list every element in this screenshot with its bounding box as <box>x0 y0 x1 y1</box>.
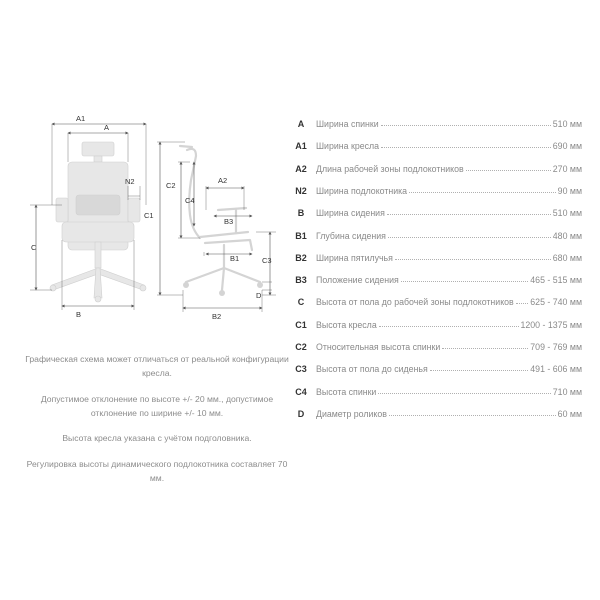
dot-leader <box>381 147 551 148</box>
dot-leader <box>409 192 556 193</box>
spec-value: 680 мм <box>552 252 582 263</box>
dot-leader <box>388 237 551 238</box>
spec-code: C3 <box>295 364 307 375</box>
spec-label: Относительная высота спинки <box>316 342 441 352</box>
spec-row <box>286 336 582 352</box>
spec-row <box>286 358 582 374</box>
spec-code: B3 <box>295 275 307 286</box>
spec-label: Ширина сидения <box>316 208 385 219</box>
dot-leader <box>379 326 519 327</box>
dot-leader <box>401 281 528 282</box>
spec-value: 90 мм <box>557 185 582 196</box>
front-view-chair <box>50 142 146 302</box>
spec-code: C4 <box>295 386 307 397</box>
spec-code: B <box>297 208 305 219</box>
dot-leader <box>389 415 556 416</box>
spec-label: Диаметр роликов <box>316 408 387 419</box>
label-b3: B3 <box>224 217 234 226</box>
spec-label: Ширина спинки <box>316 119 379 129</box>
spec-value: 270 мм <box>552 163 582 174</box>
label-c1: C1 <box>144 211 154 220</box>
label-c4: C4 <box>185 196 195 205</box>
dot-leader <box>442 348 528 349</box>
spec-value: 625 - 740 мм <box>530 297 582 308</box>
spec-value: 465 - 515 мм <box>530 275 582 286</box>
label-c: C <box>31 243 37 252</box>
note-armrest: Регулировка высоты динамического подлокотника составляет 70 мм. <box>26 459 288 483</box>
label-a1: A1 <box>76 114 86 123</box>
spec-code: C <box>297 297 305 308</box>
label-b: B <box>76 310 82 319</box>
dot-leader <box>387 214 551 215</box>
label-c2: C2 <box>166 181 176 190</box>
spec-code: B1 <box>295 230 307 241</box>
label-b1: B1 <box>230 254 240 263</box>
spec-row <box>286 135 582 151</box>
spec-label: Высота от пола до рабочей зоны подлокотников <box>316 297 514 308</box>
spec-row <box>286 202 582 218</box>
spec-label: Глубина сидения <box>316 230 386 241</box>
side-view-chair <box>180 146 260 290</box>
spec-code: C2 <box>295 342 307 352</box>
spec-code: A1 <box>295 141 307 152</box>
spec-code: C1 <box>295 319 307 330</box>
spec-value: 480 мм <box>552 230 582 241</box>
spec-label: Длина рабочей зоны подлокотников <box>316 163 464 174</box>
spec-row <box>286 291 582 307</box>
spec-row <box>286 269 582 285</box>
spec-label: Высота кресла <box>316 319 377 330</box>
spec-code: B2 <box>295 252 307 263</box>
dot-leader <box>378 393 550 394</box>
spec-label: Высота спинки <box>316 386 377 397</box>
spec-row <box>286 225 582 241</box>
spec-row <box>286 314 582 330</box>
label-c3: C3 <box>262 256 272 265</box>
spec-label: Положение сидения <box>316 275 399 286</box>
spec-code: N2 <box>295 185 307 196</box>
spec-code: A <box>297 119 305 129</box>
label-d: D <box>256 291 262 300</box>
spec-row <box>286 158 582 174</box>
dot-leader <box>381 125 551 126</box>
dot-leader <box>516 303 529 304</box>
spec-value: 510 мм <box>552 119 582 129</box>
label-a2: A2 <box>218 176 228 185</box>
spec-label: Ширина подлокотника <box>316 185 408 196</box>
spec-value: 60 мм <box>557 408 582 419</box>
spec-value: 709 - 769 мм <box>530 342 582 352</box>
dot-leader <box>430 370 529 371</box>
spec-value: 710 мм <box>552 386 582 397</box>
spec-label: Высота от пола до сиденья <box>316 364 428 375</box>
spec-value: 491 - 606 мм <box>530 364 582 375</box>
spec-label: Ширина пятилучья <box>316 252 393 263</box>
spec-code: D <box>297 408 305 419</box>
spec-row <box>286 403 582 419</box>
spec-row <box>286 180 582 196</box>
dot-leader <box>395 259 551 260</box>
note-headrest: Высота кресла указана с учётом подголовника. <box>62 433 252 443</box>
spec-row <box>286 381 582 397</box>
label-b2: B2 <box>212 312 222 321</box>
spec-value: 510 мм <box>552 208 582 219</box>
note-tolerance: Допустимое отклонение по высоте +/- 20 мм., допустимое отклонение по ширине +/- 10 мм. <box>40 394 274 418</box>
spec-value: 1200 - 1375 мм <box>520 319 582 330</box>
spec-row <box>286 247 582 263</box>
spec-label: Ширина кресла <box>316 141 380 152</box>
note-scheme: Графическая схема может отличаться от реальной конфигурации кресла. <box>25 354 289 378</box>
label-n2: N2 <box>125 177 135 186</box>
spec-row <box>286 113 582 129</box>
label-a: A <box>104 123 110 132</box>
spec-value: 690 мм <box>552 141 582 152</box>
dot-leader <box>466 170 551 171</box>
spec-code: A2 <box>295 163 307 174</box>
